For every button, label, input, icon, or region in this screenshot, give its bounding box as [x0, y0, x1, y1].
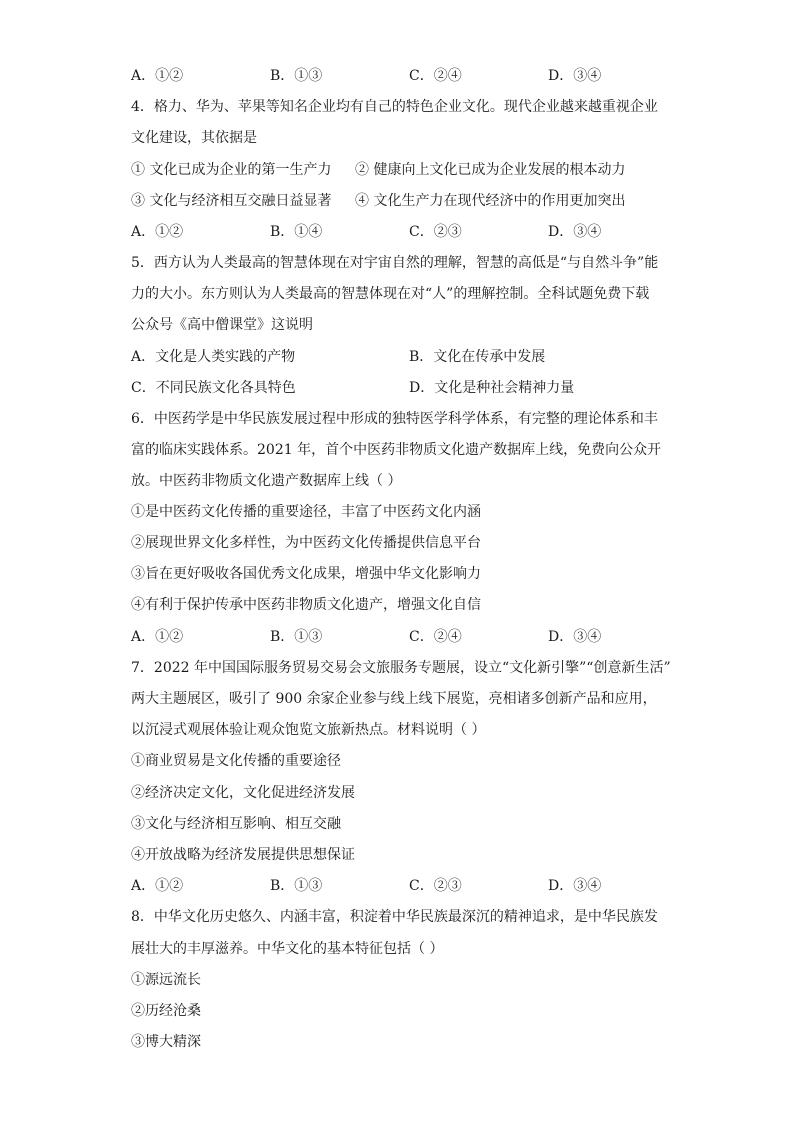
q6-option-a: A．①②	[131, 629, 184, 645]
q4-stem-line-2: 文化建设，其依据是	[131, 130, 257, 146]
q7-stem-line-3: 以沉浸式观展体验让观众饱览文旅新热点。材料说明（ ）	[131, 722, 486, 738]
q6-option-c: C．②④	[409, 629, 462, 645]
q5-stem-line-2: 力的大小。东方则认为人类最高的智慧体现在对“人”的理解控制。全科试题免费下载	[131, 286, 650, 302]
q3-option-b: B．①③	[270, 68, 323, 84]
q8-stem-line-2: 展壮大的丰厚滋养。中华文化的基本特征包括（ ）	[131, 941, 444, 957]
q6-stem-line-3: 放。中医药非物质文化遗产数据库上线（ ）	[131, 473, 402, 489]
q5-stem-line-3: 公众号《高中僧课堂》这说明	[131, 317, 313, 333]
q3-option-d: D．③④	[548, 68, 602, 84]
q7-item-2: ②经济决定文化，文化促进经济发展	[131, 785, 355, 801]
q7-item-3: ③文化与经济相互影响、相互交融	[131, 816, 341, 832]
q4-option-b: B．①④	[270, 224, 323, 240]
q6-stem-line-1: 6．中医药学是中华民族发展过程中形成的独特医学科学体系，有完整的理论体系和丰	[131, 411, 658, 427]
q5-option-b: B．文化在传承中发展	[409, 349, 546, 365]
q8-item-1: ①源远流长	[131, 972, 201, 988]
q6-stem-line-2: 富的临床实践体系。2021 年，首个中医药非物质文化遗产数据库上线，免费向公众开	[131, 442, 662, 458]
q7-stem-line-2: 两大主题展区，吸引了 900 余家企业参与线上线下展览，亮相诸多创新产品和应用，	[131, 691, 657, 707]
q7-stem-line-1: 7．2022 年中国国际服务贸易交易会文旅服务专题展，设立“文化新引擎”“创意新生活”	[131, 660, 671, 676]
q3-option-c: C．②④	[409, 68, 462, 84]
q7-item-4: ④开放战略为经济发展提供思想保证	[131, 847, 355, 863]
q4-item-4: ④ 文化生产力在现代经济中的作用更加突出	[355, 193, 626, 209]
q4-item-2: ② 健康向上文化已成为企业发展的根本动力	[355, 162, 626, 178]
q6-item-4: ④有利于保护传承中医药非物质文化遗产，增强文化自信	[131, 597, 481, 613]
q8-item-3: ③博大精深	[131, 1034, 201, 1050]
q4-stem-line-1: 4．格力、华为、苹果等知名企业均有自己的特色企业文化。现代企业越来越重视企业	[131, 99, 658, 115]
q4-option-c: C．②③	[409, 224, 462, 240]
q7-option-d: D．③④	[548, 878, 602, 894]
q7-item-1: ①商业贸易是文化传播的重要途径	[131, 753, 341, 769]
q4-option-a: A．①②	[131, 224, 184, 240]
q6-item-2: ②展现世界文化多样性，为中医药文化传播提供信息平台	[131, 535, 481, 551]
q6-item-1: ①是中医药文化传播的重要途径，丰富了中医药文化内涵	[131, 504, 481, 520]
q6-item-3: ③旨在更好吸收各国优秀文化成果，增强中华文化影响力	[131, 566, 481, 582]
q8-stem-line-1: 8．中华文化历史悠久、内涵丰富，积淀着中华民族最深沉的精神追求，是中华民族发	[131, 909, 658, 925]
q5-option-a: A．文化是人类实践的产物	[131, 349, 296, 365]
q7-option-a: A．①②	[131, 878, 184, 894]
q4-item-1: ① 文化已成为企业的第一生产力	[131, 162, 332, 178]
q4-item-3: ③ 文化与经济相互交融日益显著	[131, 193, 332, 209]
q5-option-c: C．不同民族文化各具特色	[131, 380, 296, 396]
q5-stem-line-1: 5．西方认为人类最高的智慧体现在对宇宙自然的理解，智慧的高低是“与自然斗争”能	[131, 255, 659, 271]
q8-item-2: ②历经沧桑	[131, 1003, 201, 1019]
q3-option-a: A．①②	[131, 68, 184, 84]
q6-option-b: B．①③	[270, 629, 323, 645]
q7-option-b: B．①③	[270, 878, 323, 894]
q5-option-d: D．文化是种社会精神力量	[409, 380, 575, 396]
q4-option-d: D．③④	[548, 224, 602, 240]
q6-option-d: D．③④	[548, 629, 602, 645]
q7-option-c: C．②③	[409, 878, 462, 894]
